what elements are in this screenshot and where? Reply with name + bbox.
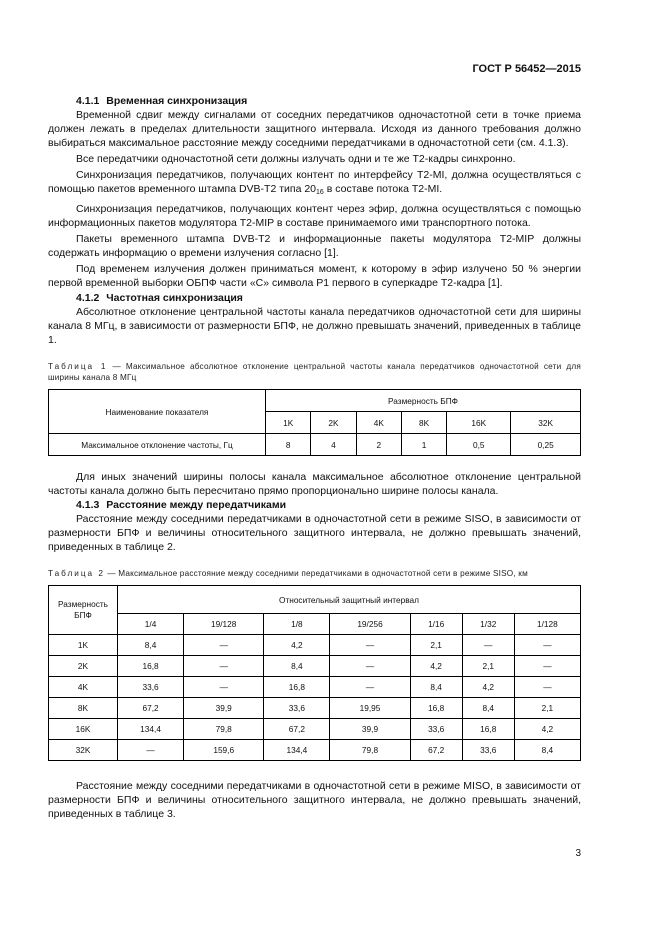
paragraph: Временной сдвиг между сигналами от соседних передатчиков одночастотной сети в точке приема должен лежать в пределах длительности защитного интервала. Исходя из данного требования должно выбираться максимальное расстояние между соседними передатчиками в одночастотной сети (см. 4.1.3). [48, 109, 581, 149]
section-number: 4.1.2 [76, 292, 100, 304]
value-cell: 2,1 [462, 656, 514, 677]
value-cell: 67,2 [410, 740, 462, 761]
paragraph: Под временем излучения должен приниматься момент, к которому в эфир излучено 50 % энергии первой временной выборки ОБПФ части «С» символа P1 первого в суперкадре Т2-кадра [1]. [48, 263, 581, 289]
interval-cell: 1/128 [514, 614, 580, 635]
interval-cell: 19/128 [184, 614, 264, 635]
table-row [49, 719, 581, 740]
value-cell: 16,8 [118, 656, 184, 677]
table-row [49, 635, 581, 656]
value-cell: 134,4 [118, 719, 184, 740]
interval-cell: 1/4 [118, 614, 184, 635]
interval-cell: 1/8 [264, 614, 330, 635]
value-cell: 0,25 [511, 434, 581, 456]
paragraph: Все передатчики одночастотной сети должны излучать одни и те же Т2-кадры синхронно. [76, 153, 516, 165]
value-cell: — [184, 635, 264, 656]
value-cell: 16,8 [410, 698, 462, 719]
table-1 [48, 389, 581, 456]
value-cell: 8,4 [118, 635, 184, 656]
document-code: ГОСТ Р 56452—2015 [472, 63, 581, 75]
value-cell: 16,8 [462, 719, 514, 740]
value-cell: 159,6 [184, 740, 264, 761]
fft-size-cell: 16K [49, 719, 118, 740]
value-cell: — [514, 635, 580, 656]
section-number: 4.1.3 [76, 499, 100, 511]
table-2-caption [48, 568, 581, 579]
value-cell: 39,9 [330, 719, 410, 740]
value-cell: — [514, 656, 580, 677]
paragraph: Синхронизация передатчиков, получающих контент через эфир, должна осуществляться с помощью информационных пакетов модулятора T2-MIP в составе принимаемого ими транспортного потока. [48, 203, 581, 229]
fft-size-cell: 4K [356, 412, 401, 434]
value-cell: — [118, 740, 184, 761]
fft-size-cell: 2K [311, 412, 356, 434]
value-cell: 4,2 [410, 656, 462, 677]
value-cell: 8,4 [410, 677, 462, 698]
value-cell: 16,8 [264, 677, 330, 698]
caption-text: — Максимальное абсолютное отклонение центральной частоты канала передатчиков одночастотной сети для ширины канала 8 МГц [48, 362, 581, 382]
paragraph: Абсолютное отклонение центральной частоты канала передатчиков одночастотной сети для ширины канала 8 МГц, в зависимости от размерности БПФ, не должно превышать значений, приведенных в таблице 1. [48, 306, 581, 346]
value-cell: — [514, 677, 580, 698]
value-cell: 33,6 [118, 677, 184, 698]
table-label: Таблица 2 [48, 569, 105, 578]
paragraph: Расстояние между соседними передатчиками в одночастотной сети в режиме MISO, в зависимости от размерности БПФ и величины относительного защитного интервала, не должно превышать значений, приведенных в таблице 3. [48, 780, 581, 820]
value-cell: 4,2 [462, 677, 514, 698]
fft-size-cell: 4K [49, 677, 118, 698]
value-cell: 79,8 [184, 719, 264, 740]
paragraph: Пакеты временного штампа DVB-T2 и информационные пакеты модулятора T2-MIP должны содержать информацию о времени излучения согласно [1]. [48, 233, 581, 259]
value-cell: 8,4 [514, 740, 580, 761]
value-cell: 4 [311, 434, 356, 456]
value-cell: 33,6 [410, 719, 462, 740]
paragraph: Для иных значений ширины полосы канала максимальное абсолютное отклонение центральной частоты канала должно быть пересчитано прямо пропорционально ширине полосы канала. [48, 471, 581, 497]
fft-size-cell: 8K [49, 698, 118, 719]
table-1-caption [48, 361, 581, 383]
table-header-row [49, 614, 581, 635]
section-title: Временная синхронизация [106, 95, 248, 107]
interval-cell: 1/16 [410, 614, 462, 635]
value-cell: 19,95 [330, 698, 410, 719]
value-cell: — [330, 656, 410, 677]
page-content [48, 94, 581, 821]
table-2 [48, 585, 581, 761]
paragraph: Расстояние между соседними передатчиками в одночастотной сети в режиме SISO, в зависимости от размерности БПФ и величины относительного защитного интервала, не должно превышать значений, приведенных в таблице 2. [48, 513, 581, 553]
section-title: Частотная синхронизация [106, 292, 243, 304]
value-cell: 79,8 [330, 740, 410, 761]
value-cell: 134,4 [264, 740, 330, 761]
section-title: Расстояние между передатчиками [106, 499, 287, 511]
table-row [49, 698, 581, 719]
interval-cell: 1/32 [462, 614, 514, 635]
value-cell: — [462, 635, 514, 656]
table-label: Таблица 1 [48, 362, 108, 371]
fft-size-cell: 2K [49, 656, 118, 677]
caption-text: — Максимальное расстояние между соседними передатчиками в одночастотной сети в режиме SISO, км [104, 569, 528, 578]
page-number: 3 [575, 848, 581, 859]
fft-size-cell: 32K [511, 412, 581, 434]
value-cell: 8 [266, 434, 311, 456]
paragraph-text: в составе потока T2-MI. [323, 183, 443, 195]
value-cell: 8,4 [264, 656, 330, 677]
value-cell: — [330, 677, 410, 698]
fft-size-cell: 32K [49, 740, 118, 761]
table-row [49, 434, 581, 456]
value-cell: 2,1 [410, 635, 462, 656]
value-cell: 1 [401, 434, 446, 456]
value-cell: 33,6 [462, 740, 514, 761]
interval-cell: 19/256 [330, 614, 410, 635]
fft-size-cell: 1K [49, 635, 118, 656]
value-cell: 4,2 [264, 635, 330, 656]
subscript: 16 [316, 189, 324, 196]
value-cell: — [184, 656, 264, 677]
value-cell: 0,5 [447, 434, 511, 456]
value-cell: 2,1 [514, 698, 580, 719]
section-number: 4.1.1 [76, 95, 100, 107]
value-cell: 39,9 [184, 698, 264, 719]
value-cell: — [330, 635, 410, 656]
header-cell: Относительный защитный интервал [118, 586, 581, 614]
section-heading-4-1-1 [48, 94, 581, 108]
table-row [49, 677, 581, 698]
value-cell: 8,4 [462, 698, 514, 719]
value-cell: 67,2 [264, 719, 330, 740]
fft-size-cell: 16K [447, 412, 511, 434]
paragraph-text: Синхронизация передатчиков, получающих контент по интерфейсу T2-MI, должна осуществляться с помощью пакетов временного штампа DVB-T2 типа 20 [48, 169, 581, 195]
value-cell: 67,2 [118, 698, 184, 719]
fft-size-cell: 8K [401, 412, 446, 434]
value-cell: 4,2 [514, 719, 580, 740]
value-cell: 2 [356, 434, 401, 456]
header-cell: Размерность БПФ [49, 586, 118, 635]
value-cell: 33,6 [264, 698, 330, 719]
value-cell: — [184, 677, 264, 698]
table-row [49, 740, 581, 761]
header-cell: Размерность БПФ [266, 390, 581, 412]
header-cell: Наименование показателя [49, 390, 266, 434]
fft-size-cell: 1K [266, 412, 311, 434]
section-heading-4-1-3 [48, 498, 581, 512]
paragraph [48, 168, 581, 200]
row-label: Максимальное отклонение частоты, Гц [49, 434, 266, 456]
section-heading-4-1-2 [48, 291, 581, 305]
table-row [49, 656, 581, 677]
